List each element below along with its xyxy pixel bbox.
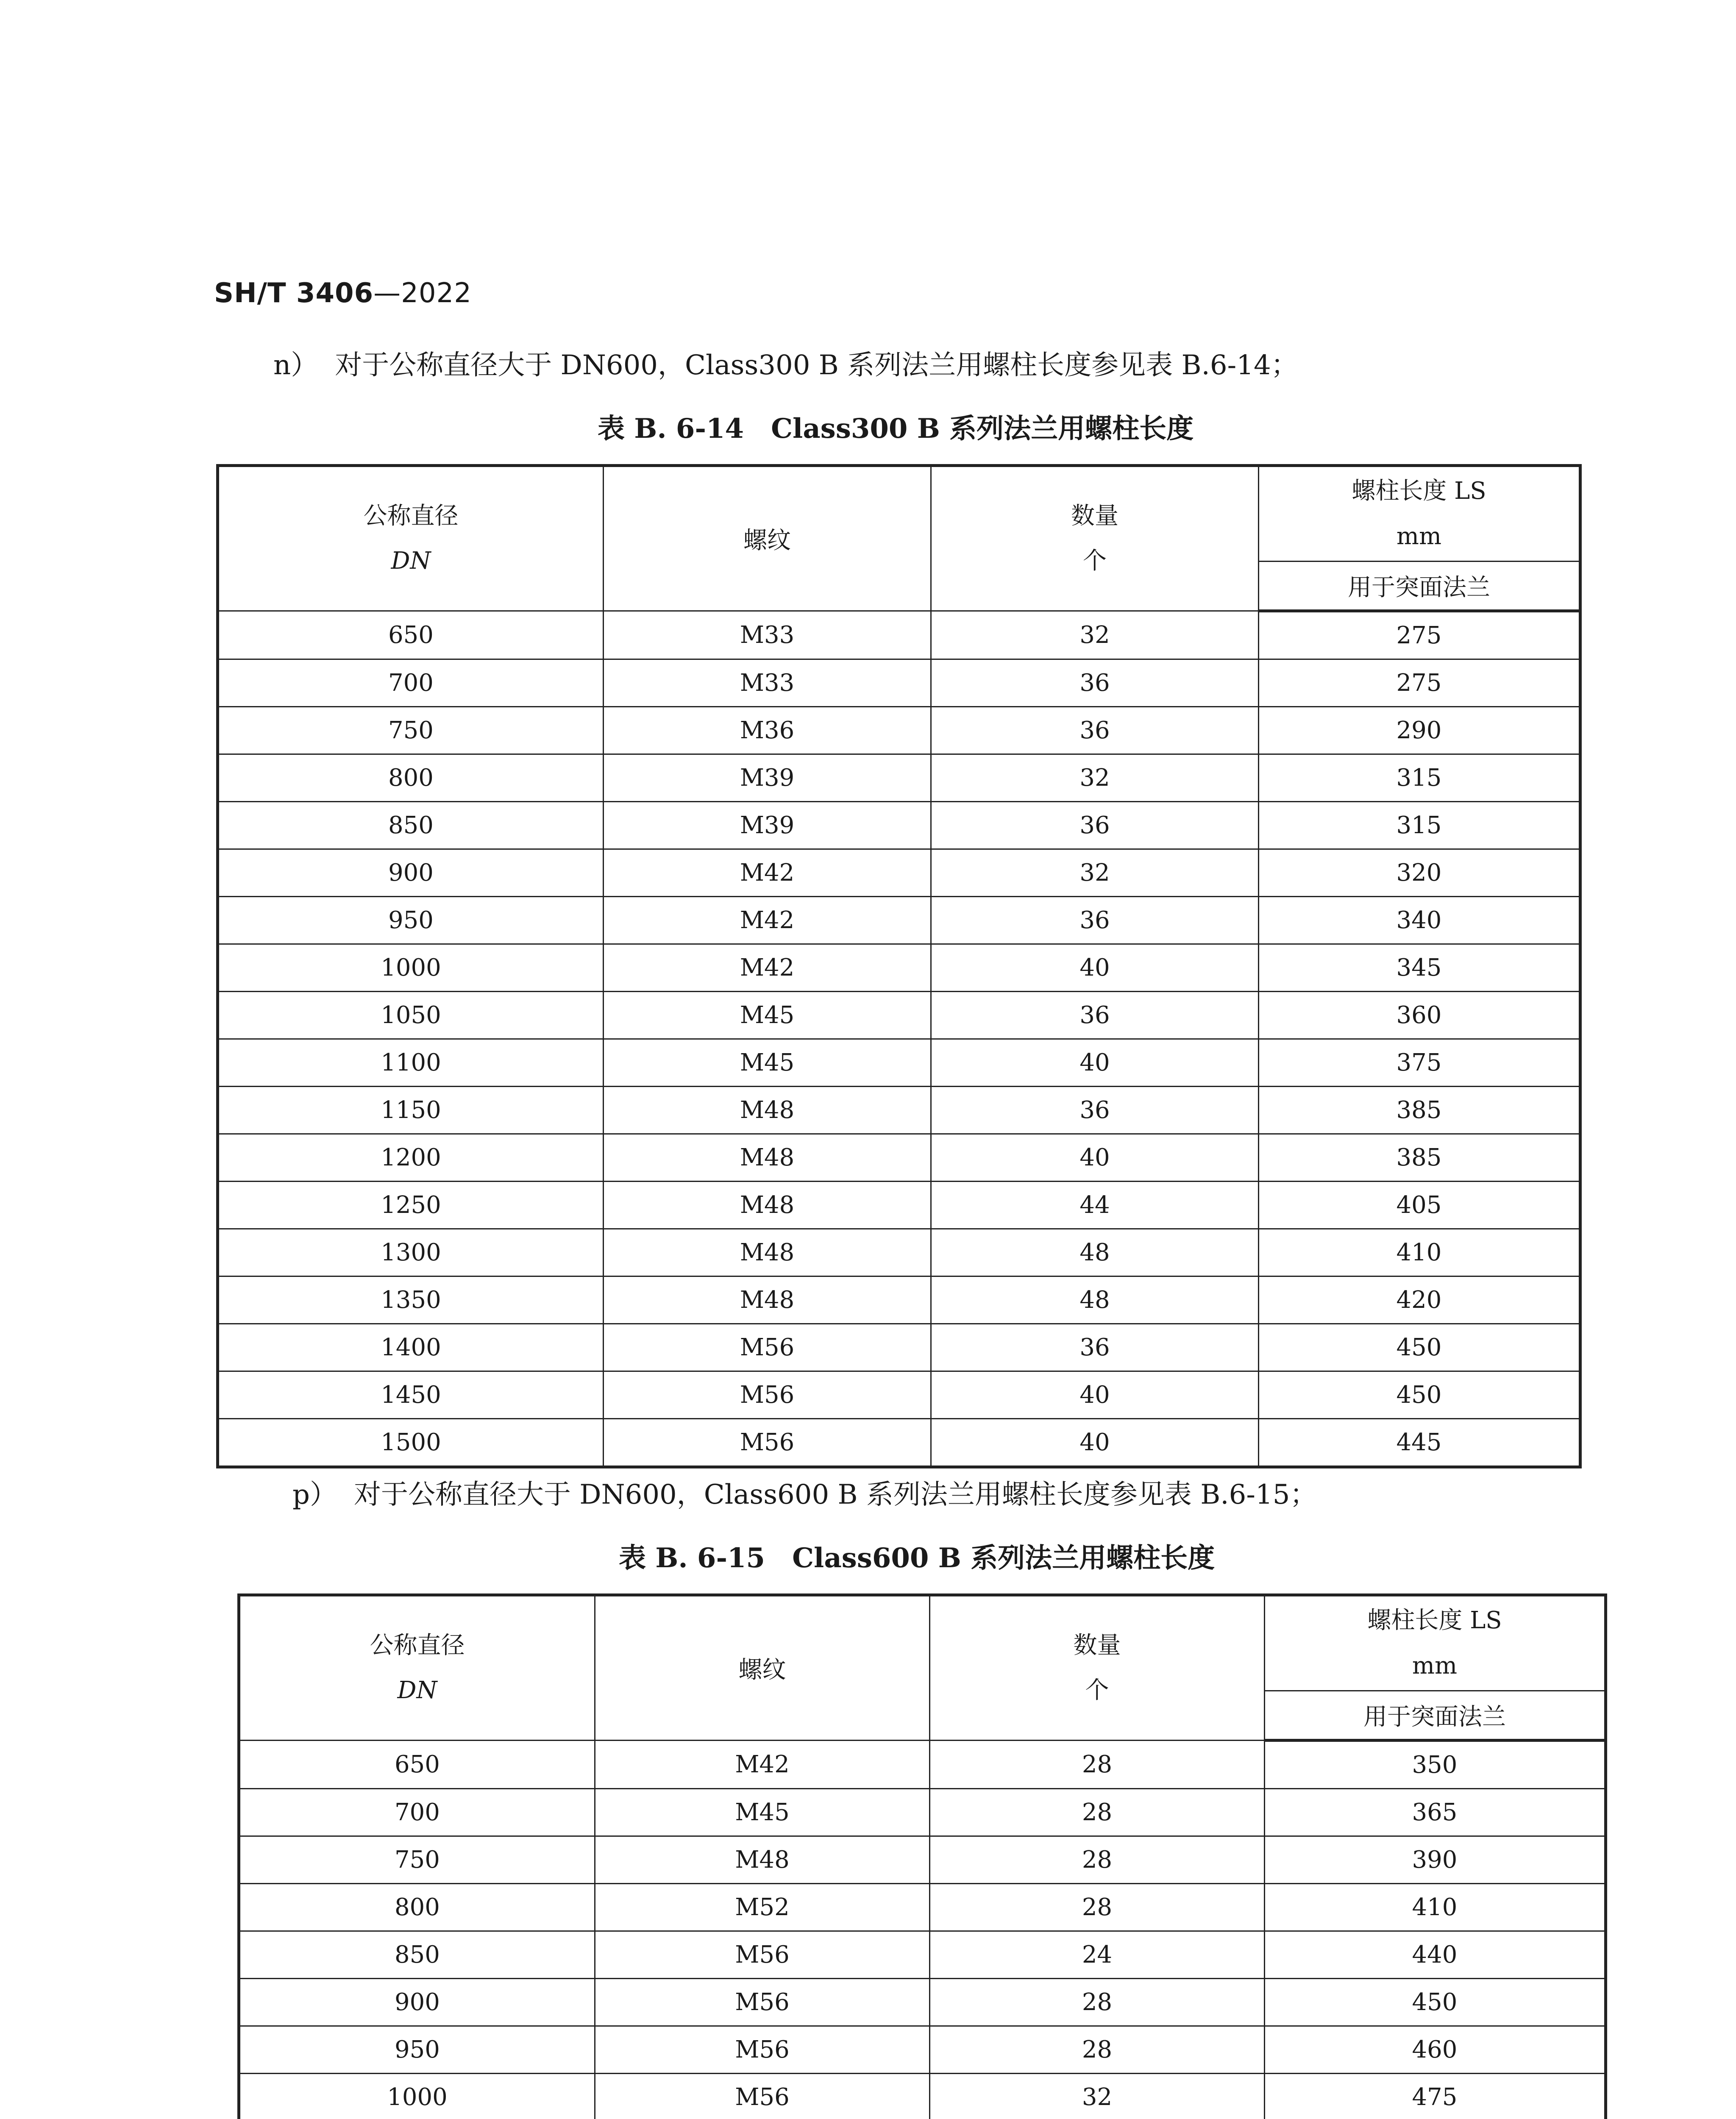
table-1-qty-cell: 36 [931, 897, 1259, 944]
table-2-dn-cell: 1000 [239, 2074, 595, 2119]
table-1-thread-cell: M39 [604, 802, 931, 849]
table-1-row [218, 754, 1580, 802]
table-1-row [218, 707, 1580, 754]
table-2-header-dn [239, 1595, 595, 1741]
table-1-dn-cell: 900 [218, 849, 604, 897]
table-2-dn-cell: 650 [239, 1741, 595, 1789]
table-1-header-thread-label: 螺纹 [743, 527, 791, 554]
table-1-dn-cell: 1050 [218, 992, 604, 1039]
table-1-length-cell: 385 [1259, 1134, 1580, 1182]
table-1-length-cell: 275 [1259, 611, 1580, 659]
table-2-header-length-label: 螺柱长度 LS [1367, 1607, 1502, 1635]
table-2-qty-cell: 28 [930, 2026, 1265, 2074]
table-1-header-thread [604, 466, 931, 611]
table-2-dn-cell: 700 [239, 1789, 595, 1836]
table-1-dn-cell: 1350 [218, 1276, 604, 1324]
table-1-length-cell: 405 [1259, 1182, 1580, 1229]
table-2-header-thread-label: 螺纹 [738, 1656, 786, 1684]
table-1-qty-cell: 36 [931, 1087, 1259, 1134]
table-2-row [239, 1979, 1606, 2026]
table-1-title: 表 B. 6-14 Class300 B 系列法兰用螺柱长度 [598, 413, 1194, 445]
table-1-dn-cell: 650 [218, 611, 604, 659]
table-2-thread-cell: M52 [595, 1884, 930, 1931]
table-1-dn-cell: 1250 [218, 1182, 604, 1229]
table-2-length-cell: 440 [1265, 1931, 1606, 1979]
table-2-row [239, 2026, 1606, 2074]
table-1-dn-cell: 850 [218, 802, 604, 849]
table-2-header-qty-label: 数量 [1073, 1631, 1121, 1659]
table-2-header-length-sub [1265, 1691, 1606, 1741]
table-1-header-qty [931, 466, 1259, 611]
table-2-thread-cell: M56 [595, 1931, 930, 1979]
table-1-row [218, 1134, 1580, 1182]
table-2-dn-cell: 950 [239, 2026, 595, 2074]
table-1-header-length-label: 螺柱长度 LS [1352, 477, 1486, 505]
table-1-qty-cell: 48 [931, 1229, 1259, 1276]
table-1-qty-cell: 40 [931, 1134, 1259, 1182]
table-1-length-cell: 360 [1259, 992, 1580, 1039]
table-1-row [218, 1229, 1580, 1276]
table-1-qty-cell: 48 [931, 1276, 1259, 1324]
table-1-qty-cell: 36 [931, 802, 1259, 849]
table-2-qty-cell: 28 [930, 1884, 1265, 1931]
table-1-qty-cell: 36 [931, 707, 1259, 754]
table-1-length-cell: 420 [1259, 1276, 1580, 1324]
table-1-header-dn [218, 466, 604, 611]
table-2-dn-cell: 800 [239, 1884, 595, 1931]
table-1-thread-cell: M56 [604, 1324, 931, 1371]
table-2-bolt-length [237, 1593, 1607, 2119]
table-2-dn-cell: 850 [239, 1931, 595, 1979]
table-1-qty-cell: 40 [931, 944, 1259, 992]
table-1-row [218, 1324, 1580, 1371]
table-1-thread-cell: M42 [604, 944, 931, 992]
table-2-dn-cell: 900 [239, 1979, 595, 2026]
table-1-length-cell: 315 [1259, 754, 1580, 802]
table-1-row [218, 1039, 1580, 1087]
table-2-thread-cell: M48 [595, 1836, 930, 1884]
table-1-dn-cell: 750 [218, 707, 604, 754]
table-1-thread-cell: M42 [604, 849, 931, 897]
table-1-bolt-length [216, 464, 1582, 1468]
table-1-row [218, 659, 1580, 707]
table-1-thread-cell: M48 [604, 1229, 931, 1276]
paragraph-p-marker: p） [292, 1479, 337, 1510]
table-1-thread-cell: M39 [604, 754, 931, 802]
table-2-thread-cell: M56 [595, 2074, 930, 2119]
table-1-header-dn-label: 公称直径 [363, 502, 459, 530]
table-2-row [239, 1884, 1606, 1931]
table-2-qty-cell: 28 [930, 1979, 1265, 2026]
table-1-dn-cell: 1300 [218, 1229, 604, 1276]
table-1-header-length [1259, 466, 1580, 562]
table-1-row [218, 611, 1580, 659]
table-1-length-cell: 445 [1259, 1419, 1580, 1467]
table-2-thread-cell: M42 [595, 1741, 930, 1789]
table-1-qty-cell: 36 [931, 1324, 1259, 1371]
table-1-length-cell: 320 [1259, 849, 1580, 897]
table-2-header-length [1265, 1595, 1606, 1691]
table-1-header-length-sub-label: 用于突面法兰 [1348, 574, 1490, 601]
table-2-thread-cell: M56 [595, 2026, 930, 2074]
table-2-header-length-unit: mm [1412, 1652, 1458, 1680]
table-1-row [218, 802, 1580, 849]
table-1-dn-cell: 950 [218, 897, 604, 944]
table-1-dn-cell: 1200 [218, 1134, 604, 1182]
table-1-length-cell: 385 [1259, 1087, 1580, 1134]
table-1-header-length-sub [1259, 562, 1580, 611]
table-1-dn-cell: 1000 [218, 944, 604, 992]
table-1-row [218, 1276, 1580, 1324]
table-2-length-cell: 475 [1265, 2074, 1606, 2119]
table-1-length-cell: 450 [1259, 1371, 1580, 1419]
table-2-header-thread [595, 1595, 930, 1741]
table-2-header-dn-symbol: DN [397, 1677, 437, 1704]
table-2-row [239, 1931, 1606, 1979]
table-2-length-cell: 390 [1265, 1836, 1606, 1884]
table-2-thread-cell: M56 [595, 1979, 930, 2026]
table-2-row [239, 1741, 1606, 1789]
table-1-row [218, 992, 1580, 1039]
table-2-length-cell: 350 [1265, 1741, 1606, 1789]
table-1-dn-cell: 1500 [218, 1419, 604, 1467]
table-2-qty-cell: 24 [930, 1931, 1265, 1979]
table-2-qty-cell: 32 [930, 2074, 1265, 2119]
table-1-header-length-unit: mm [1396, 522, 1442, 550]
table-1-dn-cell: 1150 [218, 1087, 604, 1134]
paragraph-n [273, 343, 1298, 382]
table-1-header-qty-unit: 个 [1083, 547, 1107, 575]
table-2-title: 表 B. 6-15 Class600 B 系列法兰用螺柱长度 [619, 1542, 1215, 1574]
table-2-row [239, 2074, 1606, 2119]
table-1-thread-cell: M48 [604, 1276, 931, 1324]
paragraph-n-marker: n） [273, 350, 318, 381]
table-1-thread-cell: M36 [604, 707, 931, 754]
table-2-qty-cell: 28 [930, 1741, 1265, 1789]
paragraph-n-text: 对于公称直径大于 DN600，Class300 B 系列法兰用螺柱长度参见表 B.6-14； [335, 350, 1298, 381]
table-1-body [218, 611, 1580, 1467]
table-2-header-qty [930, 1595, 1265, 1741]
table-1-length-cell: 275 [1259, 659, 1580, 707]
table-1-qty-cell: 44 [931, 1182, 1259, 1229]
table-2-header-dn-label: 公称直径 [370, 1631, 465, 1659]
table-1-thread-cell: M33 [604, 659, 931, 707]
table-1-qty-cell: 40 [931, 1419, 1259, 1467]
table-1-thread-cell: M56 [604, 1371, 931, 1419]
table-1-thread-cell: M48 [604, 1087, 931, 1134]
table-1-length-cell: 290 [1259, 707, 1580, 754]
table-2-body [239, 1741, 1606, 2119]
table-1-thread-cell: M56 [604, 1419, 931, 1467]
table-1-qty-cell: 40 [931, 1039, 1259, 1087]
table-1-thread-cell: M33 [604, 611, 931, 659]
table-1-qty-cell: 40 [931, 1371, 1259, 1419]
table-2-row [239, 1789, 1606, 1836]
table-1-row [218, 849, 1580, 897]
table-1-row [218, 897, 1580, 944]
paragraph-p [292, 1473, 1317, 1512]
table-2-header-length-sub-label: 用于突面法兰 [1363, 1703, 1506, 1731]
table-1-length-cell: 375 [1259, 1039, 1580, 1087]
table-2-qty-cell: 28 [930, 1836, 1265, 1884]
table-1-length-cell: 450 [1259, 1324, 1580, 1371]
table-2-length-cell: 450 [1265, 1979, 1606, 2026]
table-1-length-cell: 315 [1259, 802, 1580, 849]
table-2-thread-cell: M45 [595, 1789, 930, 1836]
table-2-row [239, 1836, 1606, 1884]
table-1-row [218, 1182, 1580, 1229]
table-1-thread-cell: M48 [604, 1134, 931, 1182]
table-1-header-qty-label: 数量 [1071, 502, 1118, 530]
table-1-thread-cell: M45 [604, 1039, 931, 1087]
table-2-length-cell: 460 [1265, 2026, 1606, 2074]
table-1-dn-cell: 1100 [218, 1039, 604, 1087]
table-2-dn-cell: 750 [239, 1836, 595, 1884]
table-1-qty-cell: 36 [931, 992, 1259, 1039]
standard-code-year: —2022 [373, 278, 472, 309]
table-1-length-cell: 345 [1259, 944, 1580, 992]
table-1-dn-cell: 700 [218, 659, 604, 707]
paragraph-p-text: 对于公称直径大于 DN600，Class600 B 系列法兰用螺柱长度参见表 B.6-15； [353, 1479, 1317, 1510]
table-1-qty-cell: 32 [931, 849, 1259, 897]
table-1-dn-cell: 800 [218, 754, 604, 802]
table-2-length-cell: 365 [1265, 1789, 1606, 1836]
table-1-row [218, 1087, 1580, 1134]
table-2-qty-cell: 28 [930, 1789, 1265, 1836]
table-1-row [218, 944, 1580, 992]
table-1-dn-cell: 1400 [218, 1324, 604, 1371]
table-1-length-cell: 340 [1259, 897, 1580, 944]
table-2-header-qty-unit: 个 [1085, 1677, 1109, 1704]
standard-code-number: SH/T 3406 [214, 278, 374, 309]
table-1-thread-cell: M45 [604, 992, 931, 1039]
table-1-thread-cell: M48 [604, 1182, 931, 1229]
table-1-length-cell: 410 [1259, 1229, 1580, 1276]
table-1-header-dn-symbol: DN [391, 547, 431, 575]
table-1-row [218, 1419, 1580, 1467]
standard-code [214, 278, 472, 309]
table-1-qty-cell: 32 [931, 611, 1259, 659]
table-1-dn-cell: 1450 [218, 1371, 604, 1419]
table-1-qty-cell: 36 [931, 659, 1259, 707]
table-1-row [218, 1371, 1580, 1419]
table-1-qty-cell: 32 [931, 754, 1259, 802]
table-2-length-cell: 410 [1265, 1884, 1606, 1931]
table-1-thread-cell: M42 [604, 897, 931, 944]
